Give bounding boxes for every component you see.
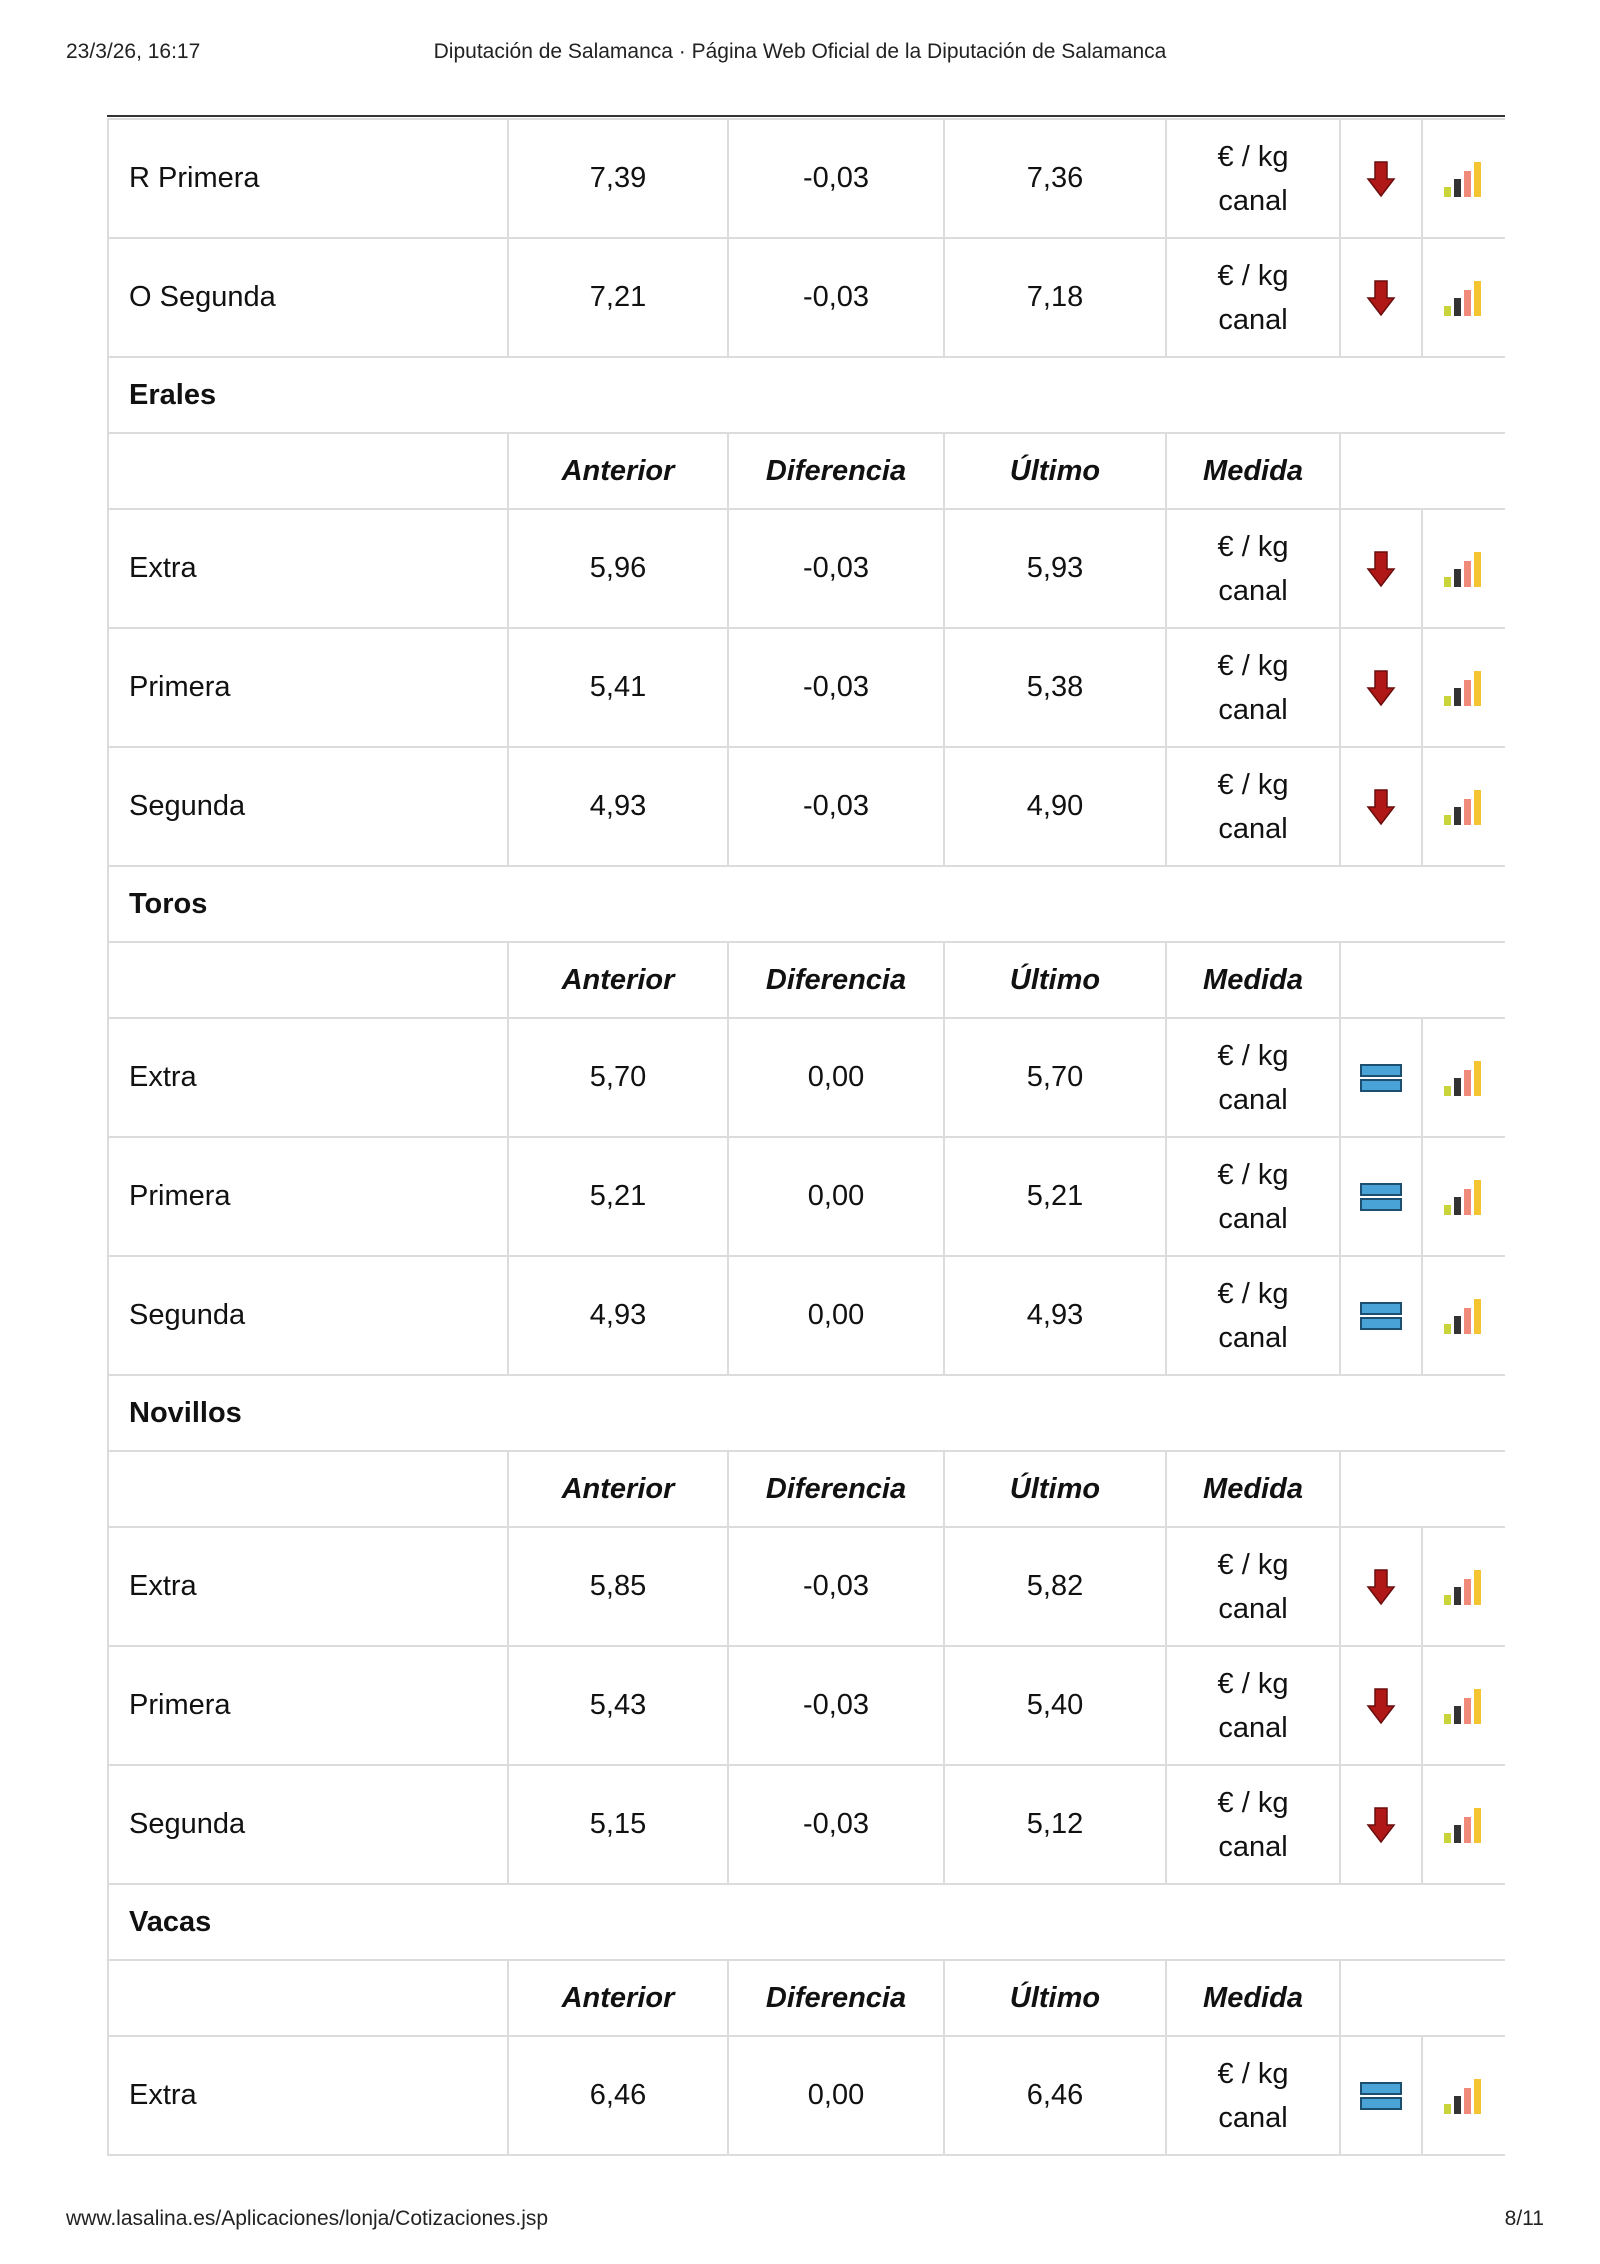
diferencia-value: -0,03 <box>728 628 944 747</box>
unit-label <box>1166 1527 1340 1646</box>
bar-chart-icon[interactable] <box>1442 1179 1486 1211</box>
unit-label <box>1166 1256 1340 1375</box>
ultimo-value: 5,93 <box>944 509 1166 628</box>
diferencia-value: -0,03 <box>728 1646 944 1765</box>
unit-line-2: canal <box>1218 303 1288 336</box>
header-blank <box>108 433 508 509</box>
unit-line-2: canal <box>1218 1711 1288 1744</box>
trend-cell <box>1340 119 1422 238</box>
category-name: O Segunda <box>108 238 508 357</box>
history-chart-cell <box>1422 119 1505 238</box>
anterior-value: 7,39 <box>508 119 728 238</box>
down-arrow-icon <box>1365 1807 1397 1839</box>
diferencia-value: 0,00 <box>728 1018 944 1137</box>
category-name: Segunda <box>108 1256 508 1375</box>
down-arrow-icon <box>1365 551 1397 583</box>
top-divider <box>107 115 1505 117</box>
diferencia-value: -0,03 <box>728 238 944 357</box>
ultimo-value: 7,36 <box>944 119 1166 238</box>
anterior-value: 4,93 <box>508 747 728 866</box>
ultimo-value: 6,46 <box>944 2036 1166 2155</box>
trend-cell <box>1340 1137 1422 1256</box>
unit-line-1: € / kg <box>1217 1277 1289 1310</box>
header-blank <box>1340 1451 1505 1527</box>
category-name: R Primera <box>108 119 508 238</box>
trend-cell <box>1340 1765 1422 1884</box>
bar-chart-icon[interactable] <box>1442 280 1486 312</box>
header-blank <box>1340 433 1505 509</box>
prices-table <box>107 118 1505 2156</box>
col-header-diferencia: Diferencia <box>728 433 944 509</box>
unit-line-2: canal <box>1218 1083 1288 1116</box>
bar-chart-icon[interactable] <box>1442 670 1486 702</box>
header-blank <box>108 1960 508 2036</box>
trend-cell <box>1340 1527 1422 1646</box>
equal-icon <box>1360 1061 1402 1093</box>
category-name: Primera <box>108 628 508 747</box>
history-chart-cell <box>1422 1256 1505 1375</box>
unit-line-2: canal <box>1218 812 1288 845</box>
unit-line-2: canal <box>1218 2101 1288 2134</box>
table-row <box>108 747 1505 866</box>
bar-chart-icon[interactable] <box>1442 161 1486 193</box>
diferencia-value: -0,03 <box>728 1765 944 1884</box>
section-row <box>108 1884 1505 1960</box>
footer-url: www.lasalina.es/Aplicaciones/lonja/Cotizaciones.jsp <box>66 2207 549 2230</box>
anterior-value: 5,96 <box>508 509 728 628</box>
table-row <box>108 628 1505 747</box>
anterior-value: 5,41 <box>508 628 728 747</box>
unit-line-2: canal <box>1218 184 1288 217</box>
unit-label <box>1166 1646 1340 1765</box>
unit-label <box>1166 628 1340 747</box>
bar-chart-icon[interactable] <box>1442 789 1486 821</box>
history-chart-cell <box>1422 1018 1505 1137</box>
history-chart-cell <box>1422 509 1505 628</box>
ultimo-value: 5,21 <box>944 1137 1166 1256</box>
ultimo-value: 5,70 <box>944 1018 1166 1137</box>
anterior-value: 4,93 <box>508 1256 728 1375</box>
unit-label <box>1166 119 1340 238</box>
column-header-row <box>108 1960 1505 2036</box>
trend-cell <box>1340 1256 1422 1375</box>
anterior-value: 5,15 <box>508 1765 728 1884</box>
table-row <box>108 238 1505 357</box>
ultimo-value: 4,93 <box>944 1256 1166 1375</box>
section-title: Toros <box>108 866 1505 942</box>
history-chart-cell <box>1422 1646 1505 1765</box>
diferencia-value: 0,00 <box>728 1256 944 1375</box>
header-blank <box>108 1451 508 1527</box>
unit-label <box>1166 747 1340 866</box>
down-arrow-icon <box>1365 789 1397 821</box>
bar-chart-icon[interactable] <box>1442 1060 1486 1092</box>
unit-line-1: € / kg <box>1217 1039 1289 1072</box>
unit-line-1: € / kg <box>1217 1786 1289 1819</box>
col-header-medida: Medida <box>1166 433 1340 509</box>
down-arrow-icon <box>1365 280 1397 312</box>
table-row <box>108 119 1505 238</box>
category-name: Extra <box>108 1018 508 1137</box>
section-title: Novillos <box>108 1375 1505 1451</box>
unit-line-1: € / kg <box>1217 259 1289 292</box>
equal-icon <box>1360 2079 1402 2111</box>
unit-line-2: canal <box>1218 693 1288 726</box>
down-arrow-icon <box>1365 1688 1397 1720</box>
header-blank <box>1340 942 1505 1018</box>
table-row <box>108 2036 1505 2155</box>
bar-chart-icon[interactable] <box>1442 1569 1486 1601</box>
col-header-anterior: Anterior <box>508 1451 728 1527</box>
col-header-ultimo: Último <box>944 433 1166 509</box>
unit-label <box>1166 2036 1340 2155</box>
section-row <box>108 357 1505 433</box>
anterior-value: 7,21 <box>508 238 728 357</box>
unit-line-1: € / kg <box>1217 140 1289 173</box>
history-chart-cell <box>1422 1765 1505 1884</box>
trend-cell <box>1340 509 1422 628</box>
category-name: Primera <box>108 1646 508 1765</box>
col-header-ultimo: Último <box>944 1451 1166 1527</box>
unit-label <box>1166 1018 1340 1137</box>
diferencia-value: 0,00 <box>728 2036 944 2155</box>
bar-chart-icon[interactable] <box>1442 551 1486 583</box>
category-name: Segunda <box>108 1765 508 1884</box>
col-header-anterior: Anterior <box>508 1960 728 2036</box>
page-title: Diputación de Salamanca · Página Web Oficial de la Diputación de Salamanca <box>433 40 1167 63</box>
bar-chart-icon[interactable] <box>1442 1688 1486 1720</box>
diferencia-value: 0,00 <box>728 1137 944 1256</box>
table-row <box>108 1256 1505 1375</box>
col-header-diferencia: Diferencia <box>728 1960 944 2036</box>
ultimo-value: 5,82 <box>944 1527 1166 1646</box>
history-chart-cell <box>1422 238 1505 357</box>
print-datetime: 23/3/26, 16:17 <box>66 40 201 63</box>
down-arrow-icon <box>1365 1569 1397 1601</box>
section-row <box>108 1375 1505 1451</box>
section-title: Vacas <box>108 1884 1505 1960</box>
unit-label <box>1166 509 1340 628</box>
category-name: Extra <box>108 509 508 628</box>
unit-line-2: canal <box>1218 1592 1288 1625</box>
unit-line-2: canal <box>1218 1202 1288 1235</box>
diferencia-value: -0,03 <box>728 119 944 238</box>
col-header-ultimo: Último <box>944 1960 1166 2036</box>
table-row <box>108 1527 1505 1646</box>
ultimo-value: 5,38 <box>944 628 1166 747</box>
prices-table-container <box>107 118 1505 2195</box>
unit-line-1: € / kg <box>1217 1158 1289 1191</box>
unit-line-2: canal <box>1218 574 1288 607</box>
col-header-medida: Medida <box>1166 942 1340 1018</box>
category-name: Segunda <box>108 747 508 866</box>
bar-chart-icon[interactable] <box>1442 1298 1486 1330</box>
unit-line-1: € / kg <box>1217 1548 1289 1581</box>
trend-cell <box>1340 1646 1422 1765</box>
column-header-row <box>108 942 1505 1018</box>
trend-cell <box>1340 747 1422 866</box>
ultimo-value: 5,12 <box>944 1765 1166 1884</box>
table-row <box>108 1018 1505 1137</box>
category-name: Extra <box>108 1527 508 1646</box>
history-chart-cell <box>1422 1137 1505 1256</box>
history-chart-cell <box>1422 747 1505 866</box>
unit-label <box>1166 238 1340 357</box>
column-header-row <box>108 1451 1505 1527</box>
unit-label <box>1166 1765 1340 1884</box>
anterior-value: 5,21 <box>508 1137 728 1256</box>
down-arrow-icon <box>1365 161 1397 193</box>
diferencia-value: -0,03 <box>728 1527 944 1646</box>
unit-line-1: € / kg <box>1217 768 1289 801</box>
table-row <box>108 509 1505 628</box>
unit-label <box>1166 1137 1340 1256</box>
table-row <box>108 1646 1505 1765</box>
anterior-value: 5,43 <box>508 1646 728 1765</box>
equal-icon <box>1360 1299 1402 1331</box>
equal-icon <box>1360 1180 1402 1212</box>
history-chart-cell <box>1422 628 1505 747</box>
unit-line-1: € / kg <box>1217 1667 1289 1700</box>
ultimo-value: 5,40 <box>944 1646 1166 1765</box>
col-header-medida: Medida <box>1166 1451 1340 1527</box>
trend-cell <box>1340 2036 1422 2155</box>
diferencia-value: -0,03 <box>728 747 944 866</box>
header-blank <box>1340 1960 1505 2036</box>
trend-cell <box>1340 1018 1422 1137</box>
down-arrow-icon <box>1365 670 1397 702</box>
unit-line-1: € / kg <box>1217 2057 1289 2090</box>
category-name: Primera <box>108 1137 508 1256</box>
trend-cell <box>1340 628 1422 747</box>
col-header-diferencia: Diferencia <box>728 1451 944 1527</box>
bar-chart-icon[interactable] <box>1442 1807 1486 1839</box>
section-title: Erales <box>108 357 1505 433</box>
anterior-value: 6,46 <box>508 2036 728 2155</box>
col-header-anterior: Anterior <box>508 433 728 509</box>
col-header-anterior: Anterior <box>508 942 728 1018</box>
page-number: 8/11 <box>1504 2207 1544 2230</box>
bar-chart-icon[interactable] <box>1442 2078 1486 2110</box>
history-chart-cell <box>1422 1527 1505 1646</box>
col-header-medida: Medida <box>1166 1960 1340 2036</box>
table-row <box>108 1765 1505 1884</box>
history-chart-cell <box>1422 2036 1505 2155</box>
col-header-ultimo: Último <box>944 942 1166 1018</box>
ultimo-value: 7,18 <box>944 238 1166 357</box>
unit-line-2: canal <box>1218 1321 1288 1354</box>
category-name: Extra <box>108 2036 508 2155</box>
section-row <box>108 866 1505 942</box>
unit-line-1: € / kg <box>1217 530 1289 563</box>
unit-line-2: canal <box>1218 1830 1288 1863</box>
col-header-diferencia: Diferencia <box>728 942 944 1018</box>
header-blank <box>108 942 508 1018</box>
column-header-row <box>108 433 1505 509</box>
trend-cell <box>1340 238 1422 357</box>
ultimo-value: 4,90 <box>944 747 1166 866</box>
anterior-value: 5,70 <box>508 1018 728 1137</box>
diferencia-value: -0,03 <box>728 509 944 628</box>
table-row <box>108 1137 1505 1256</box>
anterior-value: 5,85 <box>508 1527 728 1646</box>
unit-line-1: € / kg <box>1217 649 1289 682</box>
